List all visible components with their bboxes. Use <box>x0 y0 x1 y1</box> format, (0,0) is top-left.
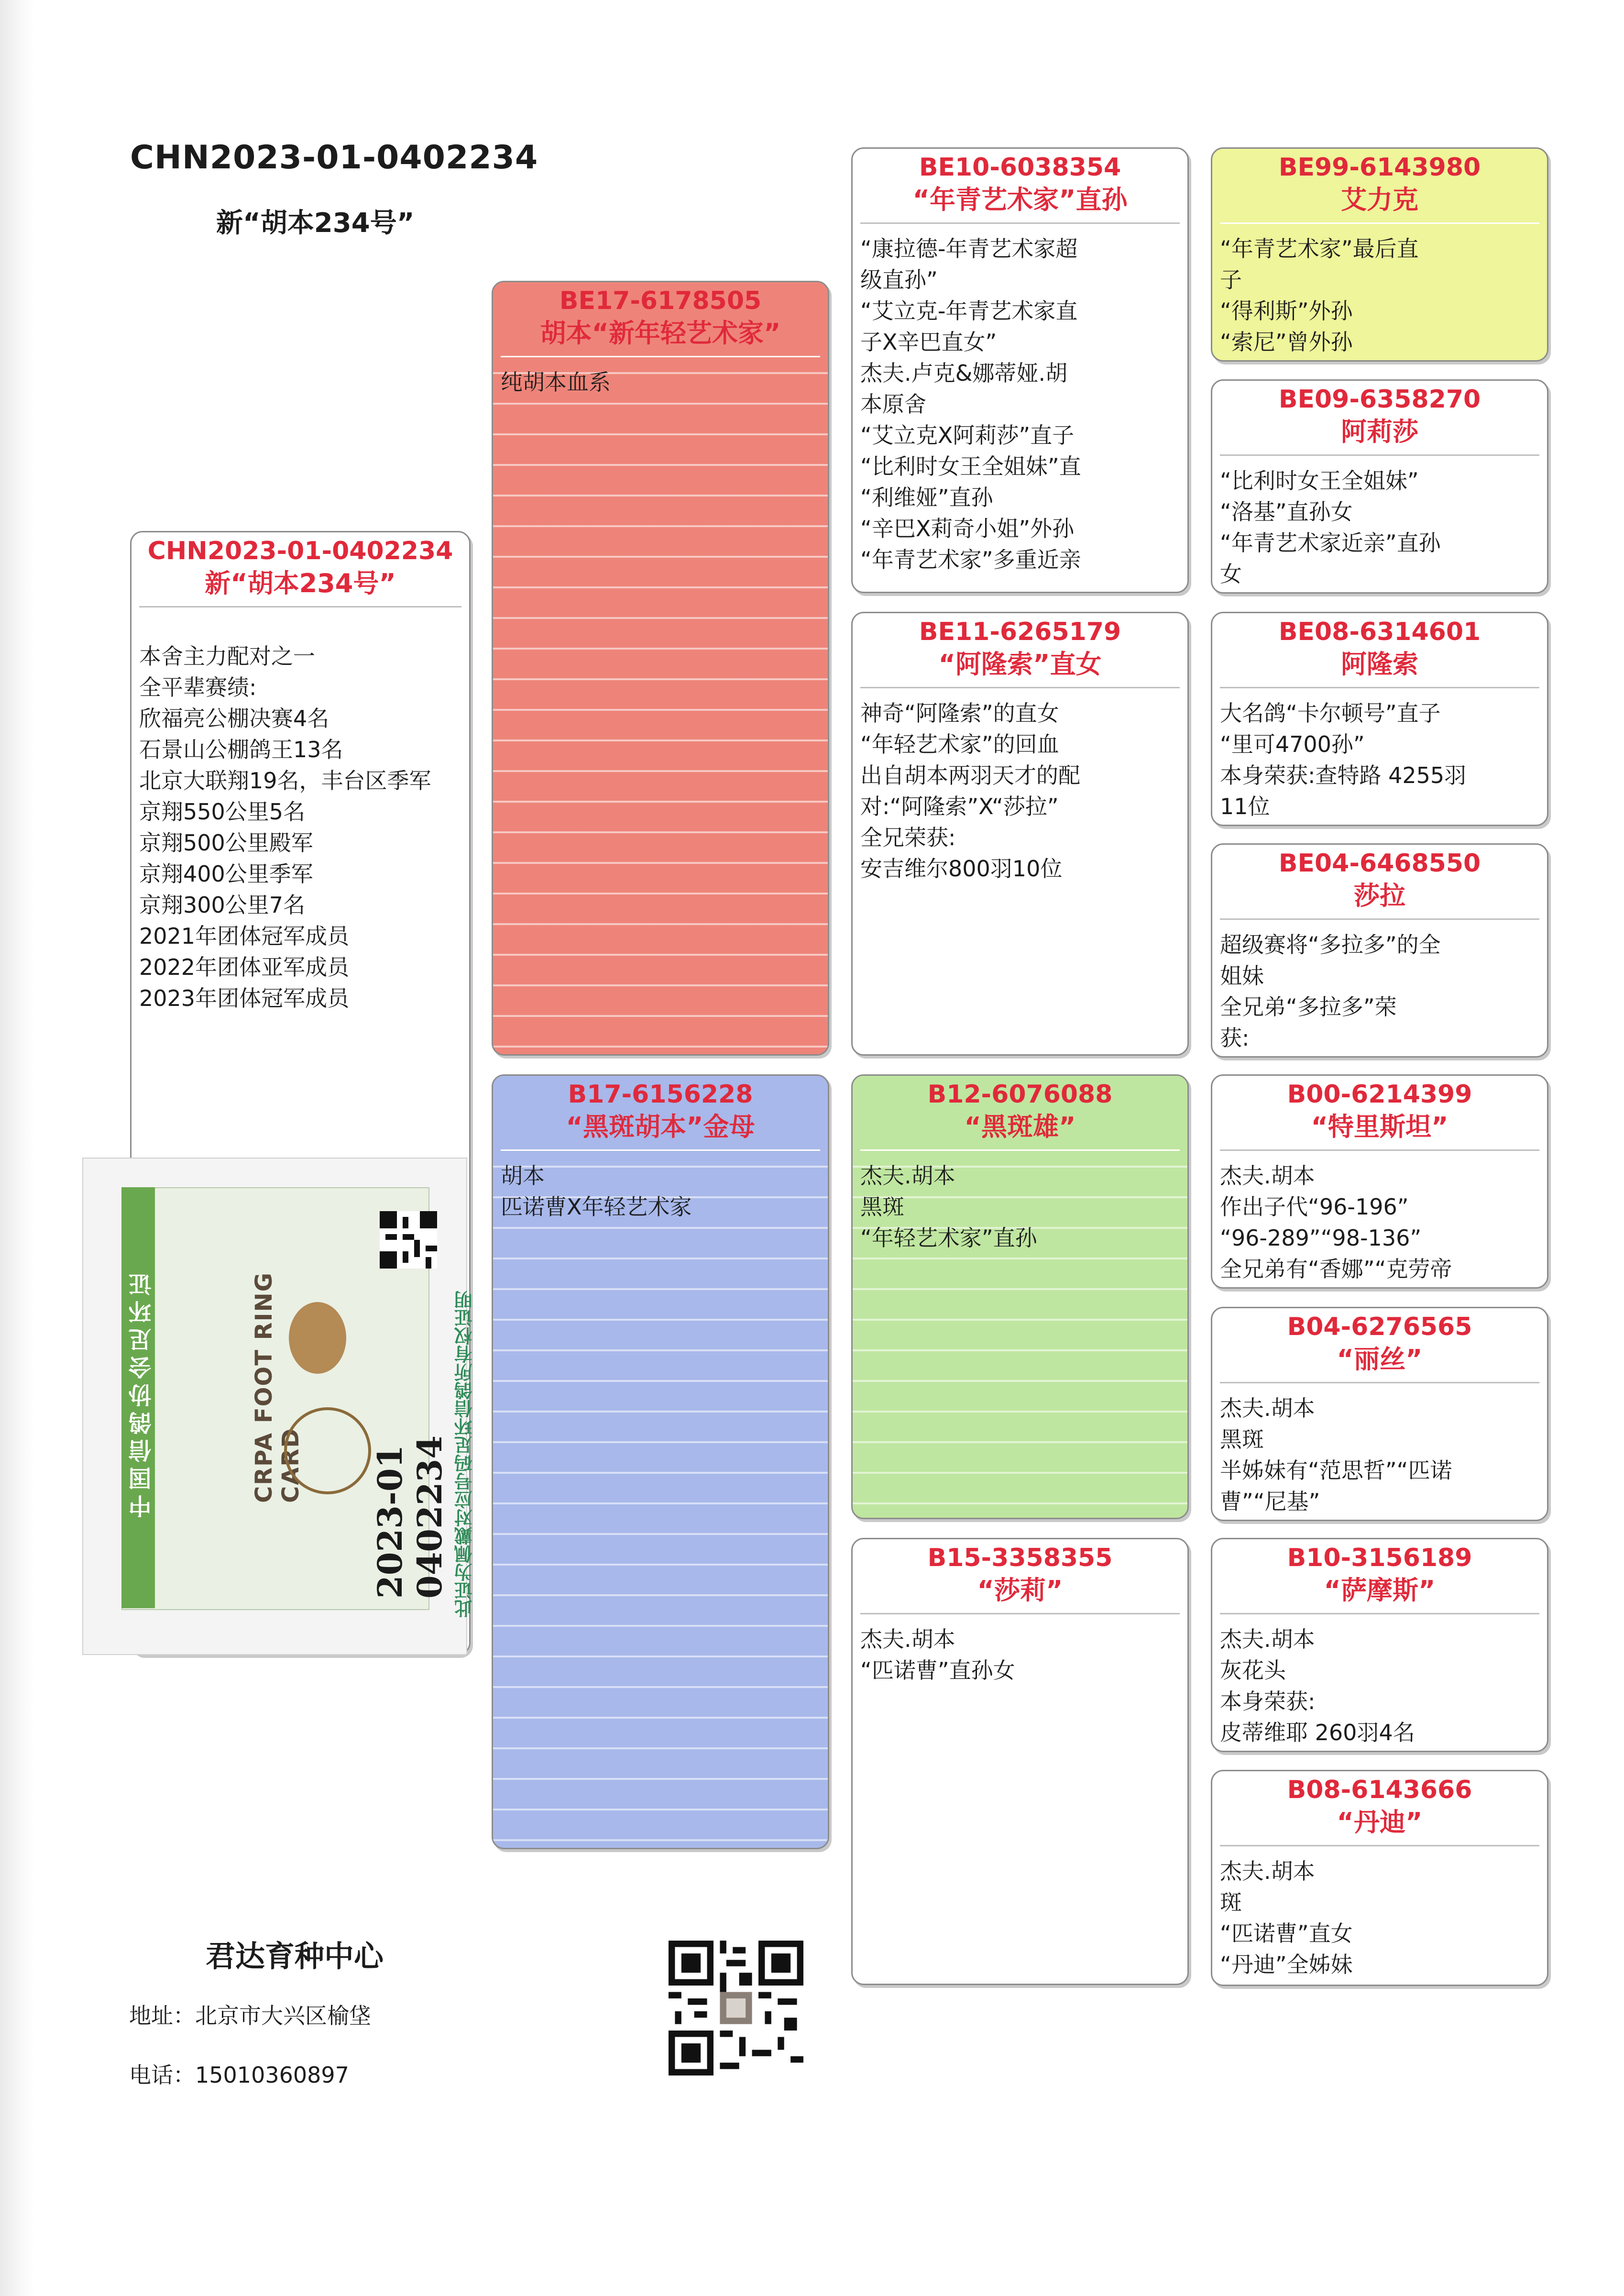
note-line: 姐妹 <box>1220 963 1264 989</box>
note-line: “匹诺曹”直女 <box>1220 1921 1353 1946</box>
g3-ring-id: BE09-6358270 <box>1278 385 1481 414</box>
dam-card <box>492 1074 829 1849</box>
note-line: “年轻艺术家”的回血 <box>860 731 1059 757</box>
note-line: “年青艺术家”多重近亲 <box>860 547 1081 573</box>
certificate-note: 此证为佩戴对应号码足环信鸽所有权证明 <box>454 1291 475 1618</box>
dam-dam-name: “莎莉” <box>977 1575 1063 1605</box>
g3-ring-id: B08-6143666 <box>1287 1776 1472 1804</box>
g3-card-7 <box>1211 1538 1548 1752</box>
note-line: 皮蒂维耶 260羽4名 <box>1220 1720 1415 1745</box>
certificate-ring-number: 2023-01 0402234 <box>370 1435 450 1599</box>
dam-dam-ring-id: B15-3358355 <box>927 1544 1113 1572</box>
g3-notes <box>1212 224 1547 358</box>
note-line: “辛巴X莉奇小姐”外孙 <box>860 516 1075 541</box>
sire-sire-name: “年青艺术家”直孙 <box>912 185 1128 215</box>
g3-name: “萨摩斯” <box>1324 1575 1436 1605</box>
g3-card-1 <box>1211 147 1548 362</box>
note-line: 本身荣获:查特路 4255羽 <box>1220 762 1467 788</box>
sire-dam-name: “阿隆索”直女 <box>938 649 1102 679</box>
breeding-center-name: 君达育种中心 <box>206 1939 384 1974</box>
note-line: 全兄弟有“香娜”“克劳帝 <box>1220 1256 1452 1282</box>
note-line: 杰夫.胡本 <box>1220 1395 1315 1421</box>
note-line: “年轻艺术家”直孙 <box>860 1225 1037 1251</box>
note-line: 杰夫.卢克&娜蒂娅.胡 <box>860 360 1068 386</box>
note-line: 全兄荣获: <box>860 825 956 850</box>
note-line: “96-289”“98-136” <box>1220 1225 1422 1251</box>
g3-name: 阿隆索 <box>1341 649 1418 679</box>
certificate-qr-icon <box>380 1211 437 1269</box>
sire-card <box>492 281 829 1056</box>
sire-ring-id: BE17-6178505 <box>559 287 762 315</box>
note-line: 本舍主力配对之一 <box>139 643 315 669</box>
note-line: “比利时女王全姐妹”直 <box>860 453 1081 479</box>
g3-ring-id: B00-6214399 <box>1287 1080 1472 1109</box>
note-line: 京翔500公里殿军 <box>139 830 313 856</box>
note-line: “年青艺术家”最后直 <box>1220 236 1419 262</box>
note-line: 全兄弟“多拉多”荣 <box>1220 994 1397 1020</box>
note-line: 女 <box>1220 561 1242 587</box>
sire-sire-ring-id: BE10-6038354 <box>919 153 1121 182</box>
g3-notes <box>1212 920 1547 1054</box>
dam-dam-notes <box>853 1614 1187 1686</box>
sire-dam-notes <box>853 688 1187 884</box>
dam-sire-ring-id: B12-6076088 <box>927 1080 1113 1109</box>
page-subtitle: 新“胡本234号” <box>216 208 415 239</box>
note-line: 11位 <box>1220 794 1270 819</box>
note-line: 斑 <box>1220 1889 1242 1915</box>
note-line: 杰夫.胡本 <box>1220 1163 1315 1189</box>
note-line: “利维娅”直孙 <box>860 485 993 510</box>
scan-edge <box>0 0 34 2296</box>
dam-dam-card <box>851 1538 1189 1985</box>
certificate-card-text: CRPA FOOT RING CARD <box>251 1271 304 1503</box>
g3-name: “特里斯坦” <box>1311 1112 1448 1142</box>
g3-card-3 <box>1211 612 1548 826</box>
g3-card-2 <box>1211 379 1548 594</box>
g3-card-8 <box>1211 1770 1548 1986</box>
note-line: 京翔400公里季军 <box>139 861 313 887</box>
note-line: 杰夫.胡本 <box>860 1163 955 1189</box>
g3-notes <box>1212 688 1547 822</box>
subject-notes <box>132 607 469 1014</box>
subject-name: 新“胡本234号” <box>205 568 396 598</box>
g3-notes <box>1212 1846 1547 1980</box>
g3-notes <box>1212 456 1547 590</box>
address-text: 地址：北京市大兴区榆垡 <box>129 2003 371 2029</box>
note-line: 灰花头 <box>1220 1657 1286 1683</box>
subject-ring-id: CHN2023-01-0402234 <box>147 537 453 565</box>
note-line: 神奇“阿隆索”的直女 <box>860 700 1059 726</box>
note-line: 获: <box>1220 1025 1250 1051</box>
note-line: 黑斑 <box>1220 1426 1264 1452</box>
note-line: 杰夫.胡本 <box>1220 1626 1315 1652</box>
note-line: 作出子代“96-196” <box>1220 1194 1409 1220</box>
globe-seal-icon <box>284 1407 371 1494</box>
note-line: 欣福亮公棚决赛4名 <box>139 706 329 731</box>
note-line: 全平辈赛绩: <box>139 674 257 700</box>
g3-name: 艾力克 <box>1341 185 1418 215</box>
dam-notes <box>493 1151 828 1223</box>
sire-dam-card <box>851 612 1189 1056</box>
crpa-logo-icon <box>289 1302 346 1374</box>
dam-sire-notes <box>853 1151 1187 1254</box>
ring-certificate <box>82 1158 475 1655</box>
certificate-org-text: 中国信鸽协会足环证 <box>129 1268 155 1518</box>
note-line: 超级赛将“多拉多”的全 <box>1220 932 1441 958</box>
note-line: 杰夫.胡本 <box>860 1626 955 1652</box>
note-line: 北京大联翔19名，丰台区季军 <box>139 768 431 794</box>
note-line: 石景山公棚鸽王13名 <box>139 737 343 762</box>
note-line: 本原舍 <box>860 391 926 417</box>
g3-card-4 <box>1211 843 1548 1058</box>
note-line: 安吉维尔800羽10位 <box>860 856 1063 882</box>
note-line: 2022年团体亚军成员 <box>139 954 350 980</box>
note-line: 半姊妹有“范思哲”“匹诺 <box>1220 1457 1452 1483</box>
g3-ring-id: BE04-6468550 <box>1278 849 1481 878</box>
dam-sire-name: “黑斑雄” <box>964 1112 1076 1142</box>
note-line: “里可4700孙” <box>1220 731 1365 757</box>
note-line: 对:“阿隆索”X“莎拉” <box>860 794 1059 819</box>
dam-sire-card <box>851 1074 1189 1519</box>
note-line: 曹”“尼基” <box>1220 1489 1320 1514</box>
g3-ring-id: BE99-6143980 <box>1278 153 1481 182</box>
dam-name: “黑斑胡本”金母 <box>566 1112 755 1142</box>
note-line: 胡本 <box>501 1163 545 1189</box>
note-line: “匹诺曹”直孙女 <box>860 1657 1015 1683</box>
note-line: “艾立克X阿莉莎”直子 <box>860 422 1075 448</box>
g3-notes <box>1212 1151 1547 1285</box>
g3-card-5 <box>1211 1074 1548 1289</box>
note-line: 大名鸽“卡尔顿号”直子 <box>1220 700 1441 726</box>
g3-name: 莎拉 <box>1354 881 1405 911</box>
g3-notes <box>1212 1614 1547 1748</box>
note-line: “比利时女王全姐妹” <box>1220 468 1419 494</box>
note-line: 杰夫.胡本 <box>1220 1858 1315 1884</box>
note-line: 京翔300公里7名 <box>139 892 306 918</box>
note-line: 出自胡本两羽天才的配 <box>860 762 1080 788</box>
dam-ring-id: B17-6156228 <box>568 1080 753 1109</box>
phone-text: 电话：15010360897 <box>129 2062 349 2088</box>
note-line: 子 <box>1220 267 1242 293</box>
note-line: 2023年团体冠军成员 <box>139 985 350 1011</box>
note-line: 本身荣获: <box>1220 1689 1316 1714</box>
g3-ring-id: BE08-6314601 <box>1278 618 1481 646</box>
g3-name: 阿莉莎 <box>1341 417 1418 447</box>
g3-name: “丹迪” <box>1337 1807 1423 1837</box>
sire-sire-notes <box>853 224 1187 575</box>
note-line: “得利斯”外孙 <box>1220 298 1353 324</box>
g3-ring-id: B10-3156189 <box>1287 1544 1472 1572</box>
note-line: “年青艺术家近亲”直孙 <box>1220 530 1441 556</box>
note-line: “丹迪”全姊妹 <box>1220 1952 1353 1977</box>
note-line: “洛基”直孙女 <box>1220 499 1353 525</box>
qr-code-icon <box>669 1936 803 2080</box>
g3-name: “丽丝” <box>1337 1344 1423 1374</box>
sire-name: 胡本“新年轻艺术家” <box>540 318 781 348</box>
note-line: 黑斑 <box>860 1194 904 1220</box>
note-line: 京翔550公里5名 <box>139 799 306 825</box>
note-line: 纯胡本血系 <box>501 369 611 395</box>
g3-notes <box>1212 1383 1547 1517</box>
note-line: 2021年团体冠军成员 <box>139 923 350 949</box>
sire-notes <box>493 357 828 398</box>
sire-dam-ring-id: BE11-6265179 <box>919 618 1121 646</box>
note-line: “索尼”曾外孙 <box>1220 329 1353 355</box>
g3-card-6 <box>1211 1307 1548 1521</box>
note-line: “艾立克-年青艺术家直 <box>860 298 1078 324</box>
g3-ring-id: B04-6276565 <box>1287 1313 1472 1341</box>
note-line: “康拉德-年青艺术家超 <box>860 236 1078 262</box>
page-title: CHN2023-01-0402234 <box>130 139 538 177</box>
note-line: 子X辛巴直女” <box>860 329 997 355</box>
note-line: 级直孙” <box>860 267 938 293</box>
sire-sire-card <box>851 147 1189 593</box>
note-line: 匹诺曹X年轻艺术家 <box>501 1194 692 1220</box>
